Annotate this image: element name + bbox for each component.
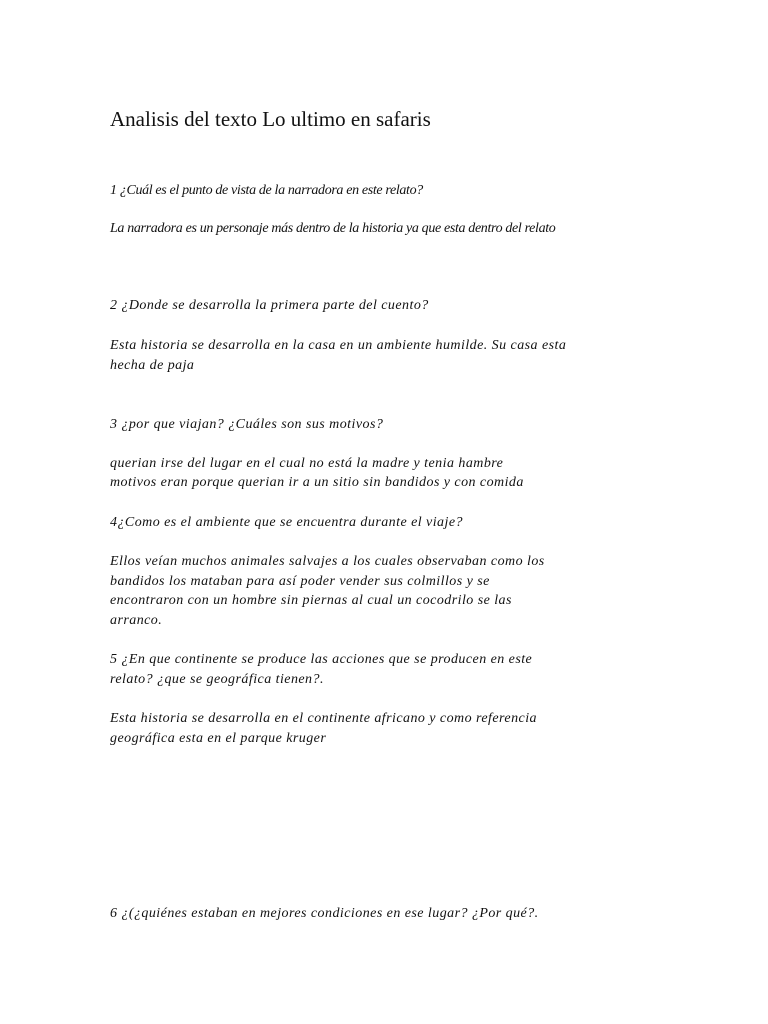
question-3: 3 ¿por que viajan? ¿Cuáles son sus motivos?: [110, 417, 384, 432]
answer-3-line-2: motivos eran porque querian ir a un sitio sin bandidos y con comida: [110, 475, 524, 490]
answer-1: La narradora es un personaje más dentro de la historia ya que esta dentro del relato: [110, 221, 556, 236]
answer-2-line-1: Esta historia se desarrolla en la casa en un ambiente humilde. Su casa esta: [110, 338, 567, 353]
answer-4-line-4: arranco.: [110, 613, 163, 628]
question-2: 2 ¿Donde se desarrolla la primera parte del cuento?: [110, 298, 429, 313]
question-6: 6 ¿(¿quiénes estaban en mejores condiciones en ese lugar? ¿Por qué?.: [110, 906, 539, 921]
answer-4-line-3: encontraron con un hombre sin piernas al cual un cocodrilo se las: [110, 593, 512, 608]
answer-5-line-1: Esta historia se desarrolla en el continente africano y como referencia: [110, 711, 537, 726]
answer-2-line-2: hecha de paja: [110, 358, 195, 373]
document-title: Analisis del texto Lo ultimo en safaris: [110, 107, 431, 131]
answer-3-line-1: querian irse del lugar en el cual no está la madre y tenia hambre: [110, 456, 504, 471]
question-1: 1 ¿Cuál es el punto de vista de la narradora en este relato?: [110, 183, 423, 198]
answer-5-line-2: geográfica esta en el parque kruger: [110, 731, 327, 746]
question-4: 4¿Como es el ambiente que se encuentra durante el viaje?: [110, 515, 463, 530]
question-5-line-2: relato? ¿que se geográfica tienen?.: [110, 672, 324, 687]
answer-4-line-1: Ellos veían muchos animales salvajes a los cuales observaban como los: [110, 554, 545, 569]
question-5-line-1: 5 ¿En que continente se produce las acciones que se producen en este: [110, 652, 533, 667]
answer-4-line-2: bandidos los mataban para así poder vender sus colmillos y se: [110, 574, 490, 589]
